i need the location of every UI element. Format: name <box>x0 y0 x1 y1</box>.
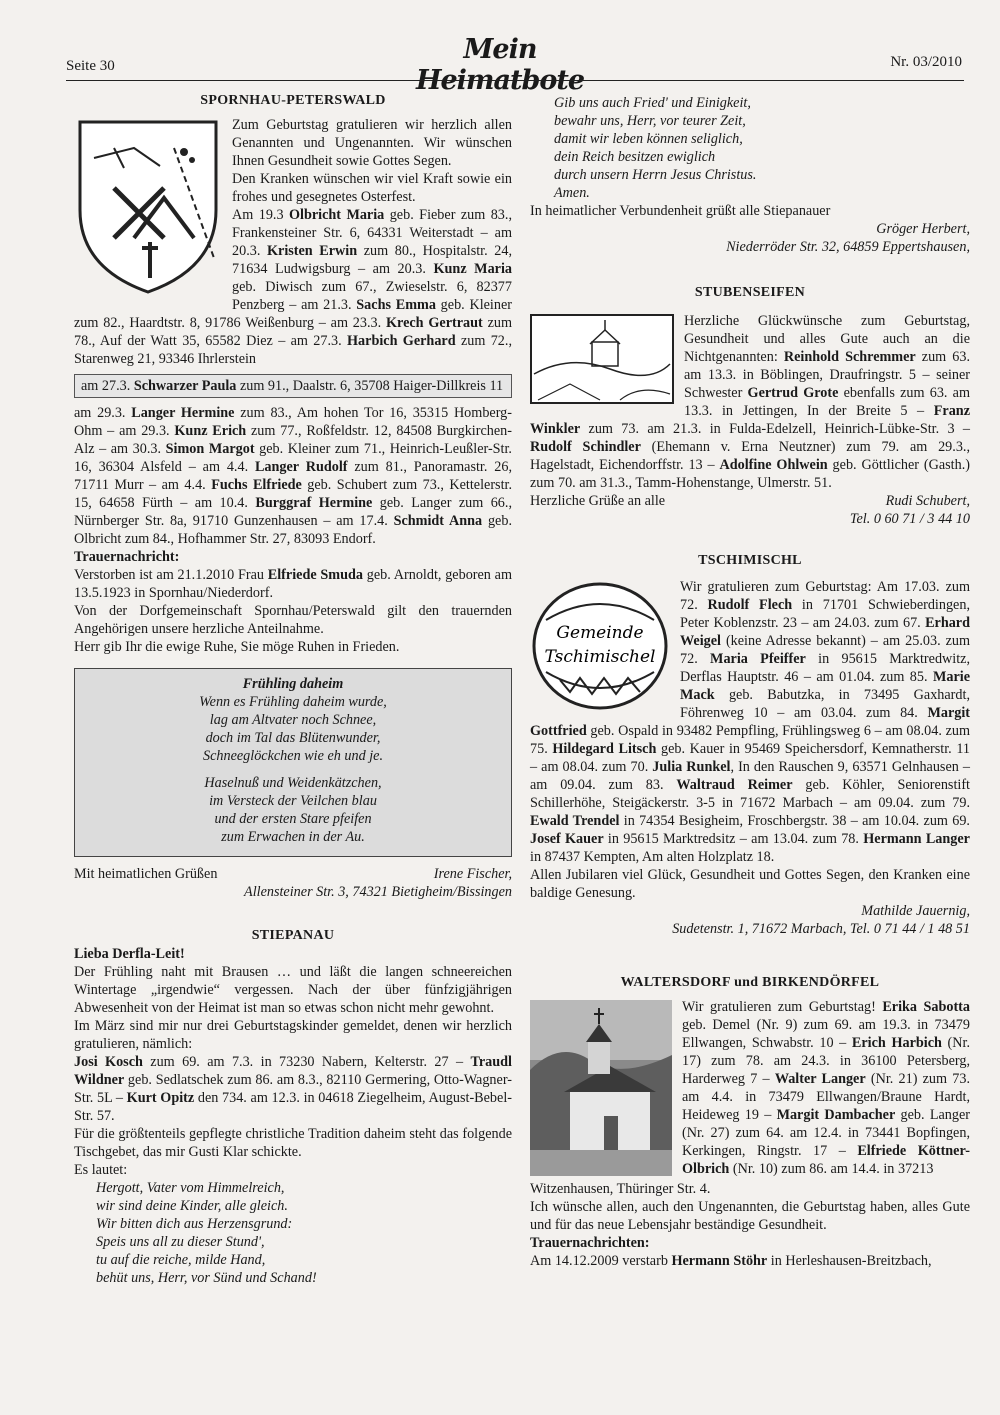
poem-line: Haselnuß und Weidenkätzchen, <box>204 775 382 791</box>
tschimischl-p1: Wir gratulieren zum Geburtstag: Am 17.03. zum 72. Rudolf Flech in 71701 Schwieberdingen, Peter Koblenzstr. 23 – am 24.03. zum 67. Erhard Weigel (keine Adresse bekannt) – am 25.03. zum 72. Maria Pfeiffer in 95615 Marktredwitz, Derflas Hauptstr. 46 – am 01.04. zum 85. Marie Mack geb. Babutzka, in 73495 Gaxhardt, Föhrenweg 10 – am 03.04. zum 84. Margit Gottfried geb. Ospald in 93482 Pempfling, Frühlingsweg 6 – am 08.04. zum 75. Hildegard Litsch geb. Kauer in 95469 Speichersdorf, Kemnatherstr. 11 – am 08.04. zum 70. Julia Runkel, In den Rauschen 9, 63571 Gelnhausen – am 09.04. zum 83. Waltraud Reimer geb. Köhler, Seniorenstift Schillerhöhe, Steigäckerstr. 3-5 in 71672 Marbach – am 09.04. zum 79. Ewald Trendel in 74354 Besigheim, Froschbergstr. 38 – am 10.04. zum 69. Josef Kauer in 95615 Marktredsitz – am 13.04. zum 78. Hermann Langer in 87437 Kempten, Am alten Holzplatz 18. <box>530 579 971 865</box>
stiepanau-greeting: Lieba Derfla-Leit! <box>74 946 185 962</box>
highlight-box-paula: am 27.3. Schwarzer Paula zum 91., Daalstr. 6, 35708 Haiger-Dillkreis 11 <box>74 374 512 398</box>
waltersdorf-mourn-heading: Trauernachrichten: <box>530 1235 650 1251</box>
page-number: Seite 30 <box>66 58 115 74</box>
stubenseifen-signature: Herzliche Grüße an alle Rudi Schubert, <box>530 493 970 509</box>
tschimischl-author: Mathilde Jauernig, <box>861 903 970 919</box>
coat-of-arms-icon <box>74 118 222 296</box>
stiepanau-author-address: Niederröder Str. 32, 64859 Eppertshausen, <box>726 239 970 255</box>
issue-number: Nr. 03/2010 <box>890 54 962 70</box>
stiepanau-author: Gröger Herbert, <box>876 221 970 237</box>
stubenseifen-p1: Herzliche Glückwünsche zum Geburtstag, Gesundheit und alles Gute auch an die Nichtgenannten: Reinhold Schremmer zum 63. am 13.3. in Böblingen, Draufringstr. 5 – seiner Schwester Gertrud Grote ebenfalls zum 63. am 13.3. in Jettingen, In der Breite 5 – Franz Winkler zum 73. am 21.3. in Fulda-Edelzell, Heinrich-Lübke-Str. 3 – Rudolf Schindler (Ehemann v. Erna Neutzner) zum 79. am 29.3., Hagelstadt, Eichendorffstr. 13 – Adolfine Ohlwein geb. Göttlicher (Gasth.) zum 70. am 31.3., Tamm-Hohenstange, Ulmerstr. 51. <box>530 313 971 491</box>
stiepanau-p4: Für die größtenteils gepflegte christliche Tradition daheim steht das folgende Tischgebet, das mir Gusti Klar schickte. <box>74 1126 512 1160</box>
tschimischl-address: Sudetenstr. 1, 71672 Marbach, Tel. 0 71 44 / 1 48 51 <box>672 921 970 937</box>
poem-title: Frühling daheim <box>242 676 344 692</box>
spornhau-birthdays-2: am 29.3. Langer Hermine zum 83., Am hohen Tor 16, 35315 Homberg-Ohm – am 29.3. Kunz Erich zum 77., Roßfeldstr. 12, 84508 Burgkirchen-Alz – am 30.3. Simon Margot geb. Kleiner zum 71., Heinrich-Leußler-Str. 16, 36304 Alsfeld – am 4.4. Langer Rudolf zum 81., Panoramastr. 26, 71711 Murr – am 4.4. Fuchs Elfriede geb. Schubert zum 73., Kettelerstr. 15, 64658 Fürth – am 10.4. Burggraf Hermine geb. Langer zum 66., Nürnberger Str. 8a, 91710 Gunzenhausen – am 17.4. Schmidt Anna geb. Olbricht zum 84., Hofhammer Str. 27, 83093 Endorf. <box>74 405 513 547</box>
left-column <box>74 92 512 1287</box>
poem-signature: Mit heimatlichen Grüßen Irene Fischer, <box>74 866 512 882</box>
spornhau-birthdays-1: Am 19.3 Olbricht Maria geb. Fieber zum 83., Frankensteiner Str. 6, 64331 Weiterstadt – am 20.3. Kristen Erwin zum 80., Hospitalstr. 24, 71634 Ludwigsburg – am 20.3. Kunz Maria geb. Diwisch zum 67., Zwieselstr. 6, 82377 Penzberg – am 21.3. Sachs Emma geb. Kleiner zum 82., Haardtstr. 8, 91786 Weißenburg – am 23.3. Krech Gertraut zum 78., Auf der Watt 35, 65582 Diez – am 27.3. Harbich Gerhard zum 72., Starenweg 21, 93346 Ihrlerstein <box>74 207 513 367</box>
prayer-continued: Gib uns auch Fried' und Einigkeit, bewahr uns, Herr, vor teurer Zeit, damit wir leben können seliglich, dein Reich besitzen ewiglich durch unsern Herrn Jesus Christus. Amen. <box>554 95 757 201</box>
masthead-logo: Mein Heimatbote <box>415 34 585 96</box>
waltersdorf-p1: Wir gratulieren zum Geburtstag! Erika Sabotta geb. Demel (Nr. 9) zum 69. am 19.3. in 73479 Ellwangen, Schwabstr. 10 – Erich Harbich (Nr. 17) zum 78. am 24.3. in 36100 Petersberg, Harderweg 7 – Walter Langer (Nr. 21) zum 73. am 4.4. in 73479 Ellwangen/Braune Hardt, Heideweg 19 – Margit Dambacher geb. Langer (Nr. 27) zum 64. am 12.4. in 73441 Bopfingen, Kerkingen, Ringstr. 17 – Elfriede Köttner-Olbrich (Nr. 10) zum 86. am 14.4. in 37213 <box>682 999 971 1177</box>
prayer-text: Hergott, Vater vom Himmelreich, wir sind deine Kinder, alle gleich. Wir bitten dich aus Herzensgrund: Speis uns all zu dieser Stund', tu auf die reiche, milde Hand, behüt uns, Herr, vor Sünd und Schand! <box>96 1180 317 1286</box>
section-title-stiepanau: STIEPANAU <box>251 928 335 943</box>
poem-line: und der ersten Stare pfeifen <box>214 811 372 827</box>
spornhau-sick: Den Kranken wünschen wir viel Kraft sowie ein frohes und gesegnetes Osterfest. <box>232 171 512 205</box>
svg-text:Tschimischel: Tschimischel <box>544 647 656 667</box>
poem-line: Schneeglöckchen wie eh und je. <box>202 748 384 764</box>
waltersdorf-p3: Ich wünsche allen, auch den Ungenannten, die Geburtstag haben, alles Gute und für das neue Lebensjahr beständige Gesundheit. <box>530 1199 970 1233</box>
stubenseifen-phone: Tel. 0 60 71 / 3 44 10 <box>849 511 970 527</box>
chapel-photo <box>530 1000 672 1176</box>
stiepanau-p5: Es lautet: <box>74 1162 128 1178</box>
mourning-community: Von der Dorfgemeinschaft Spornhau/Peterswald gilt den trauernden Angehörigen unsere herzliche Anteilnahme. <box>74 603 512 637</box>
church-sketch-icon <box>530 314 674 404</box>
poem-line: im Versteck der Veilchen blau <box>209 793 377 809</box>
poem-author-address: Allensteiner Str. 3, 74321 Bietigheim/Bissingen <box>244 884 512 900</box>
poem-line: doch im Tal das Blütenwunder, <box>205 730 381 746</box>
section-title-stubenseifen: STUBENSEIFEN <box>694 285 806 300</box>
mourning-text: Verstorben ist am 21.1.2010 Frau Elfriede Smuda geb. Arnoldt, geboren am 13.5.1923 in Spornhau/Niederdorf. <box>74 567 512 601</box>
section-title-tschimischl: TSCHIMISCHL <box>698 553 802 568</box>
waltersdorf-mourn-text: Am 14.12.2009 verstarb Hermann Stöhr in Herleshausen-Breitzbach, <box>530 1253 932 1269</box>
poem-line: zum Erwachen in der Au. <box>221 829 365 845</box>
right-column <box>530 94 970 1270</box>
header-rule <box>66 80 964 81</box>
waltersdorf-p2: Witzenhausen, Thüringer Str. 4. <box>530 1181 711 1197</box>
mourning-heading: Trauernachricht: <box>74 549 180 565</box>
tschimischl-closing: Allen Jubilaren viel Glück, Gesundheit und Gottes Segen, den Kranken eine baldige Genesung. <box>530 867 970 901</box>
stiepanau-p2: Im März sind mir nur drei Geburtstagskinder gemeldet, denen wir herzlich gratulieren, nämlich: <box>74 1018 512 1052</box>
svg-text:Gemeinde: Gemeinde <box>556 623 644 643</box>
mourning-prayer: Herr gib Ihr die ewige Ruhe, Sie möge Ruhen in Frieden. <box>74 639 400 655</box>
poem-line: Wenn es Frühling daheim wurde, <box>199 694 387 710</box>
poem-line: lag am Altvater noch Schnee, <box>209 712 377 728</box>
stiepanau-p1: Der Frühling naht mit Brausen … und läßt die langen schneereichen Wintertage „irgendwie“ vergessen. Nach der über fünfzigjährigen Abwesenheit von der Heimat ist man so etwas schon nicht mehr gewohnt. <box>74 964 512 1016</box>
poem-box <box>74 668 512 857</box>
section-title-spornhau: SPORNHAU-PETERSWALD <box>200 93 386 108</box>
stiepanau-closing: In heimatlicher Verbundenheit grüßt alle Stiepanauer <box>530 203 831 219</box>
section-title-waltersdorf: WALTERSDORF und BIRKENDÖRFEL <box>620 975 880 990</box>
spornhau-intro: Zum Geburtstag gratulieren wir herzlich allen Genannten und Ungenannten. Wir wünschen Ihnen Gesundheit sowie Gottes Segen. <box>232 117 512 169</box>
stiepanau-p3: Josi Kosch zum 69. am 7.3. in 73230 Nabern, Kelterstr. 27 – Traudl Wildner geb. Sedlatschek zum 86. am 8.3., 82110 Germering, Otto-Wagner-Str. 5L – Kurt Opitz den 734. am 12.3. in 04618 Ziegelheim, August-Bebel-Str. 57. <box>74 1054 512 1124</box>
gemeinde-stamp-icon <box>530 580 670 712</box>
